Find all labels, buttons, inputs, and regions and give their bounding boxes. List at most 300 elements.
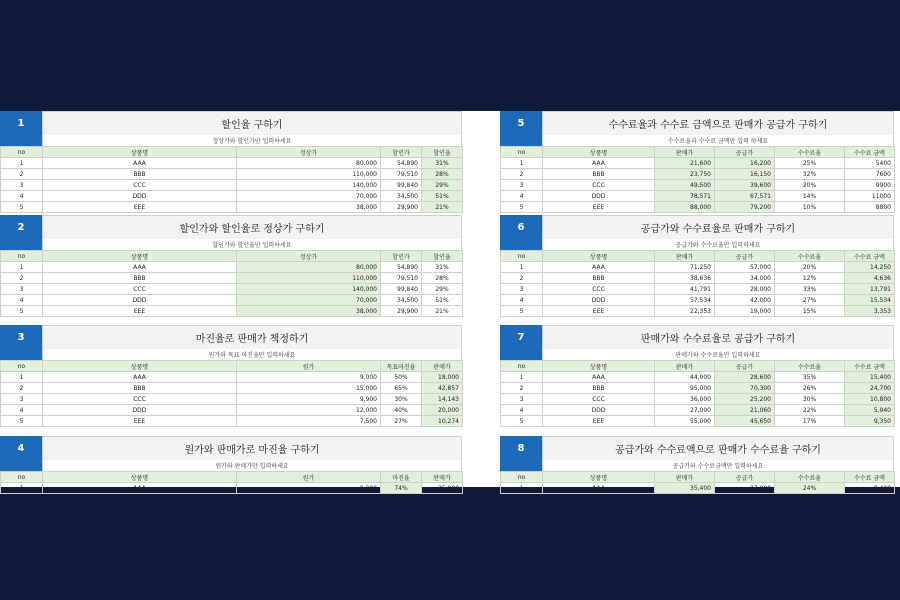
cell[interactable]: 5	[1, 202, 43, 213]
cell[interactable]: BBB	[543, 273, 655, 284]
cell[interactable]: 20%	[775, 180, 845, 191]
cell[interactable]: 27,000	[655, 405, 715, 416]
col-header[interactable]: 판매가	[655, 472, 715, 483]
section-number: 1	[0, 111, 42, 135]
cell[interactable]: 24,700	[845, 383, 895, 394]
table-row	[501, 383, 895, 394]
cell[interactable]: 71,250	[655, 262, 715, 273]
cell[interactable]: 9,350	[845, 416, 895, 427]
cell[interactable]: 33%	[775, 284, 845, 295]
cell[interactable]: 42,857	[422, 383, 463, 394]
table-row	[1, 158, 463, 169]
cell[interactable]: BBB	[543, 169, 655, 180]
header-row	[1, 472, 463, 483]
header-row	[501, 147, 895, 158]
cell[interactable]: 25,200	[715, 394, 775, 405]
cell[interactable]: 140,000	[237, 180, 381, 191]
table-row	[501, 372, 895, 383]
cell[interactable]: 35,400	[655, 483, 715, 494]
cell[interactable]: 95,000	[655, 383, 715, 394]
cell[interactable]: 3	[1, 394, 43, 405]
table-row	[501, 483, 895, 494]
cell[interactable]: 30%	[775, 394, 845, 405]
cell[interactable]: 34,500	[381, 295, 422, 306]
cell[interactable]: 26%	[775, 383, 845, 394]
cell[interactable]: 27,000	[715, 483, 775, 494]
cell[interactable]: 2	[1, 273, 43, 284]
cell[interactable]: 28%	[422, 169, 463, 180]
header-row	[501, 251, 895, 262]
cell[interactable]: 14%	[775, 191, 845, 202]
cell[interactable]: EEE	[543, 202, 655, 213]
calc-panel-3	[0, 325, 462, 427]
table-row	[501, 284, 895, 295]
section-title[interactable]: 할인율 구하기	[42, 111, 462, 135]
cell[interactable]: 38,636	[655, 273, 715, 284]
cell[interactable]: 19,000	[715, 306, 775, 317]
cell[interactable]: AAA	[43, 483, 237, 494]
section-number: 2	[0, 215, 42, 239]
cell[interactable]: 35%	[775, 372, 845, 383]
cell[interactable]: BBB	[43, 169, 237, 180]
cell[interactable]: 4	[1, 295, 43, 306]
cell[interactable]: 42,000	[715, 295, 775, 306]
cell[interactable]: 65%	[381, 383, 422, 394]
cell[interactable]: DDD	[543, 191, 655, 202]
cell[interactable]: 9,000	[237, 372, 381, 383]
data-table	[0, 146, 463, 213]
cell[interactable]: 27%	[775, 295, 845, 306]
col-header[interactable]: 수수료 금액	[845, 251, 895, 262]
cell[interactable]: 57,534	[655, 295, 715, 306]
cell[interactable]: 55,000	[655, 416, 715, 427]
cell[interactable]: 10,800	[845, 394, 895, 405]
cell[interactable]: CCC	[543, 394, 655, 405]
cell[interactable]: 29%	[422, 180, 463, 191]
cell[interactable]: 79,510	[381, 273, 422, 284]
input-hint: 공급가와 수수료금액만 입력하세요	[542, 460, 894, 471]
table-row	[501, 405, 895, 416]
table-row	[501, 180, 895, 191]
cell[interactable]: 31%	[422, 158, 463, 169]
col-header[interactable]: 할인율	[422, 251, 463, 262]
cell[interactable]: DDD	[43, 191, 237, 202]
table-row	[1, 273, 463, 284]
input-hint: 정상가와 할인가만 입력하세요	[42, 135, 462, 146]
cell[interactable]: BBB	[543, 383, 655, 394]
cell[interactable]: 2	[501, 383, 543, 394]
cell[interactable]: 80,000	[237, 158, 381, 169]
col-header[interactable]: 정상가	[237, 147, 381, 158]
section-number: 6	[500, 215, 542, 239]
cell[interactable]: 35,000	[422, 483, 463, 494]
col-header[interactable]: no	[1, 472, 43, 483]
cell[interactable]: DDD	[543, 405, 655, 416]
cell[interactable]: 3	[1, 284, 43, 295]
cell[interactable]: 15%	[775, 306, 845, 317]
table-row	[501, 416, 895, 427]
cell[interactable]: BBB	[43, 383, 237, 394]
cell[interactable]: 16,200	[715, 158, 775, 169]
cell[interactable]: 1	[501, 262, 543, 273]
cell[interactable]: CCC	[543, 180, 655, 191]
cell[interactable]: 15,400	[845, 372, 895, 383]
table-row	[1, 262, 463, 273]
data-table	[0, 360, 463, 427]
col-header[interactable]: 할인가	[381, 251, 422, 262]
col-header[interactable]: 마진율	[381, 472, 422, 483]
section-title[interactable]: 수수료율과 수수료 금액으로 판매가 공급가 구하기	[542, 111, 894, 135]
cell[interactable]: 32%	[775, 169, 845, 180]
cell[interactable]: 23,750	[655, 169, 715, 180]
cell[interactable]: CCC	[543, 284, 655, 295]
table-row	[1, 416, 463, 427]
cell[interactable]: 9,900	[237, 394, 381, 405]
cell[interactable]: 57,000	[715, 262, 775, 273]
col-header[interactable]: 판매가	[422, 472, 463, 483]
cell[interactable]: 38,000	[237, 306, 381, 317]
table-row	[1, 202, 463, 213]
cell[interactable]: 3	[1, 180, 43, 191]
cell[interactable]: 5,940	[845, 405, 895, 416]
cell[interactable]: EEE	[43, 416, 237, 427]
cell[interactable]: 18,000	[422, 372, 463, 383]
cell[interactable]: 44,000	[655, 372, 715, 383]
col-header[interactable]: 수수료 금액	[845, 361, 895, 372]
cell[interactable]: 4	[1, 405, 43, 416]
cell[interactable]: 5	[501, 416, 543, 427]
cell[interactable]: 45,650	[715, 416, 775, 427]
table-row	[1, 394, 463, 405]
cell[interactable]: 11000	[845, 191, 895, 202]
cell[interactable]: 110,000	[237, 169, 381, 180]
cell[interactable]: 39,600	[715, 180, 775, 191]
col-header[interactable]: no	[1, 251, 43, 262]
table-row	[1, 483, 463, 494]
cell[interactable]: 78,571	[655, 191, 715, 202]
col-header[interactable]: 판매가	[655, 361, 715, 372]
cell[interactable]: 28,000	[715, 284, 775, 295]
data-table	[500, 250, 895, 317]
cell[interactable]: 5	[501, 202, 543, 213]
cell[interactable]: 1	[501, 483, 543, 494]
cell[interactable]: 13,791	[845, 284, 895, 295]
cell[interactable]: 12,000	[237, 405, 381, 416]
cell[interactable]: 4	[501, 295, 543, 306]
cell[interactable]: EEE	[43, 202, 237, 213]
col-header[interactable]: 공급가	[715, 472, 775, 483]
cell[interactable]: 29,900	[381, 306, 422, 317]
calc-panel-7	[500, 325, 894, 427]
col-header[interactable]: 판매가	[655, 147, 715, 158]
table-row	[1, 295, 463, 306]
col-header[interactable]: 목표마진율	[381, 361, 422, 372]
input-hint: 공급가와 수수료율만 입력하세요	[542, 239, 894, 250]
cell[interactable]: 1	[1, 372, 43, 383]
input-hint: 원가와 판매가만 입력하세요	[42, 460, 462, 471]
cell[interactable]: EEE	[43, 306, 237, 317]
cell[interactable]: 20%	[775, 262, 845, 273]
col-header[interactable]: 상품명	[543, 147, 655, 158]
section-title[interactable]: 원가와 판매가로 마진율 구하기	[42, 436, 462, 460]
cell[interactable]: AAA	[543, 372, 655, 383]
table-row	[1, 169, 463, 180]
cell[interactable]: 1	[1, 262, 43, 273]
cell[interactable]: 70,000	[237, 191, 381, 202]
table-row	[1, 284, 463, 295]
col-header[interactable]: 원가	[237, 361, 381, 372]
cell[interactable]: 3	[501, 394, 543, 405]
data-table	[500, 471, 895, 494]
cell[interactable]: 80,000	[237, 262, 381, 273]
table-row	[1, 405, 463, 416]
col-header[interactable]: 상품명	[43, 251, 237, 262]
calc-panel-8	[500, 436, 894, 494]
cell[interactable]: 4	[501, 405, 543, 416]
cell[interactable]: DDD	[43, 295, 237, 306]
table-row	[1, 180, 463, 191]
section-number: 4	[0, 436, 42, 460]
cell[interactable]: DDD	[43, 405, 237, 416]
cell[interactable]: 10,274	[422, 416, 463, 427]
col-header[interactable]: 공급가	[715, 147, 775, 158]
cell[interactable]: 70,300	[715, 383, 775, 394]
cell[interactable]: 110,000	[237, 273, 381, 284]
cell[interactable]: 12%	[775, 273, 845, 284]
cell[interactable]: 31%	[422, 262, 463, 273]
calc-panel-4	[0, 436, 462, 494]
spreadsheet	[0, 111, 900, 492]
cell[interactable]: AAA	[43, 372, 237, 383]
cell[interactable]: 54,890	[381, 158, 422, 169]
cell[interactable]: 5	[1, 416, 43, 427]
cell[interactable]: 3	[501, 284, 543, 295]
calc-panel-6	[500, 215, 894, 317]
cell[interactable]: 29%	[422, 284, 463, 295]
col-header[interactable]: 공급가	[715, 361, 775, 372]
cell[interactable]: 28%	[422, 273, 463, 284]
col-header[interactable]: 정상가	[237, 251, 381, 262]
cell[interactable]: 10%	[775, 202, 845, 213]
cell[interactable]: 5	[1, 306, 43, 317]
cell[interactable]: 5400	[845, 158, 895, 169]
col-header[interactable]: 상품명	[43, 472, 237, 483]
cell[interactable]: 21%	[422, 202, 463, 213]
header-row	[501, 361, 895, 372]
cell[interactable]: AAA	[543, 483, 655, 494]
header-row	[1, 147, 463, 158]
calc-panel-2	[0, 215, 462, 317]
cell[interactable]: 2	[501, 169, 543, 180]
cell[interactable]: 40%	[381, 405, 422, 416]
cell[interactable]: 29,900	[381, 202, 422, 213]
cell[interactable]: 22%	[775, 405, 845, 416]
input-hint: 수수료율과 수수료 금액만 입력 하세요	[542, 135, 894, 146]
cell[interactable]: 2	[1, 169, 43, 180]
table-row	[1, 383, 463, 394]
input-hint: 할인가와 할인율만 입력하세요	[42, 239, 462, 250]
section-number: 5	[500, 111, 542, 135]
cell[interactable]: 34,500	[381, 191, 422, 202]
section-title[interactable]: 공급가와 수수료액으로 판매가 수수료율 구하기	[542, 436, 894, 460]
calc-panel-5	[500, 111, 894, 213]
section-title[interactable]: 공급가와 수수료율로 판매가 구하기	[542, 215, 894, 239]
cell[interactable]: 9900	[845, 180, 895, 191]
section-number: 8	[500, 436, 542, 460]
cell[interactable]: 70,000	[237, 295, 381, 306]
cell[interactable]: 74%	[381, 483, 422, 494]
cell[interactable]: 4,636	[845, 273, 895, 284]
cell[interactable]: 24%	[775, 483, 845, 494]
col-header[interactable]: 상품명	[543, 251, 655, 262]
section-title[interactable]: 할인가와 할인율로 정상가 구하기	[42, 215, 462, 239]
cell[interactable]: 7600	[845, 169, 895, 180]
data-table	[500, 146, 895, 213]
col-header[interactable]: no	[501, 361, 543, 372]
col-header[interactable]: 판매가	[655, 251, 715, 262]
table-row	[501, 169, 895, 180]
cell[interactable]: CCC	[43, 394, 237, 405]
header-row	[501, 472, 895, 483]
cell[interactable]: 5	[501, 306, 543, 317]
cell[interactable]: 15,000	[237, 383, 381, 394]
cell[interactable]: 41,791	[655, 284, 715, 295]
cell[interactable]: 25%	[775, 158, 845, 169]
header-row	[1, 361, 463, 372]
cell[interactable]: EEE	[543, 416, 655, 427]
cell[interactable]: AAA	[543, 262, 655, 273]
cell[interactable]: 2	[501, 273, 543, 284]
cell[interactable]: 1	[501, 372, 543, 383]
cell[interactable]: 16,150	[715, 169, 775, 180]
col-header[interactable]: 공급가	[715, 251, 775, 262]
cell[interactable]: 51%	[422, 295, 463, 306]
col-header[interactable]: no	[501, 147, 543, 158]
input-hint: 판매가와 수수료율만 입력하세요	[542, 349, 894, 360]
col-header[interactable]: no	[1, 147, 43, 158]
cell[interactable]: 99,840	[381, 180, 422, 191]
cell[interactable]: 36,000	[655, 394, 715, 405]
data-table	[0, 471, 463, 494]
table-row	[1, 372, 463, 383]
section-number: 3	[0, 325, 42, 349]
cell[interactable]: 140,000	[237, 284, 381, 295]
col-header[interactable]: 상품명	[43, 361, 237, 372]
cell[interactable]: 3,353	[845, 306, 895, 317]
cell[interactable]: AAA	[543, 158, 655, 169]
cell[interactable]: 34,000	[715, 273, 775, 284]
table-row	[501, 158, 895, 169]
table-row	[501, 262, 895, 273]
table-row	[501, 295, 895, 306]
col-header[interactable]: 수수료율	[775, 361, 845, 372]
section-number: 7	[500, 325, 542, 349]
cell[interactable]: AAA	[43, 262, 237, 273]
col-header[interactable]: 원가	[237, 472, 381, 483]
section-title[interactable]: 판매가와 수수료율로 공급가 구하기	[542, 325, 894, 349]
cell[interactable]: 9,000	[237, 483, 381, 494]
cell[interactable]: 51%	[422, 191, 463, 202]
cell[interactable]: 1	[1, 483, 43, 494]
col-header[interactable]: 상품명	[543, 361, 655, 372]
table-row	[1, 191, 463, 202]
table-row	[501, 273, 895, 284]
cell[interactable]: 54,890	[381, 262, 422, 273]
col-header[interactable]: 상품명	[543, 472, 655, 483]
cell[interactable]: CCC	[43, 284, 237, 295]
header-row	[1, 251, 463, 262]
cell[interactable]: AAA	[43, 158, 237, 169]
cell[interactable]: CCC	[43, 180, 237, 191]
calc-panel-1	[0, 111, 462, 213]
cell[interactable]: 14,143	[422, 394, 463, 405]
cell[interactable]: 8800	[845, 202, 895, 213]
cell[interactable]: 17%	[775, 416, 845, 427]
cell[interactable]: 79,510	[381, 169, 422, 180]
cell[interactable]: 28,600	[715, 372, 775, 383]
col-header[interactable]: 상품명	[43, 147, 237, 158]
cell[interactable]: 49,500	[655, 180, 715, 191]
data-table	[500, 360, 895, 427]
cell[interactable]: 50%	[381, 372, 422, 383]
cell[interactable]: 2	[1, 383, 43, 394]
cell[interactable]: 99,840	[381, 284, 422, 295]
table-row	[501, 191, 895, 202]
cell[interactable]: 21,060	[715, 405, 775, 416]
cell[interactable]: 22,353	[655, 306, 715, 317]
col-header[interactable]: no	[501, 472, 543, 483]
cell[interactable]: BBB	[43, 273, 237, 284]
col-header[interactable]: no	[501, 251, 543, 262]
table-row	[501, 202, 895, 213]
cell[interactable]: 7,500	[237, 416, 381, 427]
cell[interactable]: 27%	[381, 416, 422, 427]
section-title[interactable]: 마진율로 판매가 책정하기	[42, 325, 462, 349]
col-header[interactable]: 수수료율	[775, 251, 845, 262]
cell[interactable]: 4	[501, 191, 543, 202]
cell[interactable]: DDD	[543, 295, 655, 306]
table-row	[1, 306, 463, 317]
cell[interactable]: 20,000	[422, 405, 463, 416]
col-header[interactable]: 수수료율	[775, 147, 845, 158]
data-table	[0, 250, 463, 317]
cell[interactable]: 30%	[381, 394, 422, 405]
cell[interactable]: 14,250	[845, 262, 895, 273]
col-header[interactable]: 할인가	[381, 147, 422, 158]
col-header[interactable]: 할인율	[422, 147, 463, 158]
cell[interactable]: EEE	[543, 306, 655, 317]
col-header[interactable]: 수수료율	[775, 472, 845, 483]
cell[interactable]: 21,600	[655, 158, 715, 169]
col-header[interactable]: 수수료 금액	[845, 472, 895, 483]
cell[interactable]: 1	[1, 158, 43, 169]
cell[interactable]: 8,400	[845, 483, 895, 494]
col-header[interactable]: 판매가	[422, 361, 463, 372]
cell[interactable]: 4	[1, 191, 43, 202]
cell[interactable]: 21%	[422, 306, 463, 317]
cell[interactable]: 3	[501, 180, 543, 191]
cell[interactable]: 79,200	[715, 202, 775, 213]
cell[interactable]: 88,000	[655, 202, 715, 213]
col-header[interactable]: no	[1, 361, 43, 372]
cell[interactable]: 1	[501, 158, 543, 169]
cell[interactable]: 67,571	[715, 191, 775, 202]
table-row	[501, 394, 895, 405]
table-row	[501, 306, 895, 317]
cell[interactable]: 15,534	[845, 295, 895, 306]
cell[interactable]: 38,000	[237, 202, 381, 213]
col-header[interactable]: 수수료 금액	[845, 147, 895, 158]
